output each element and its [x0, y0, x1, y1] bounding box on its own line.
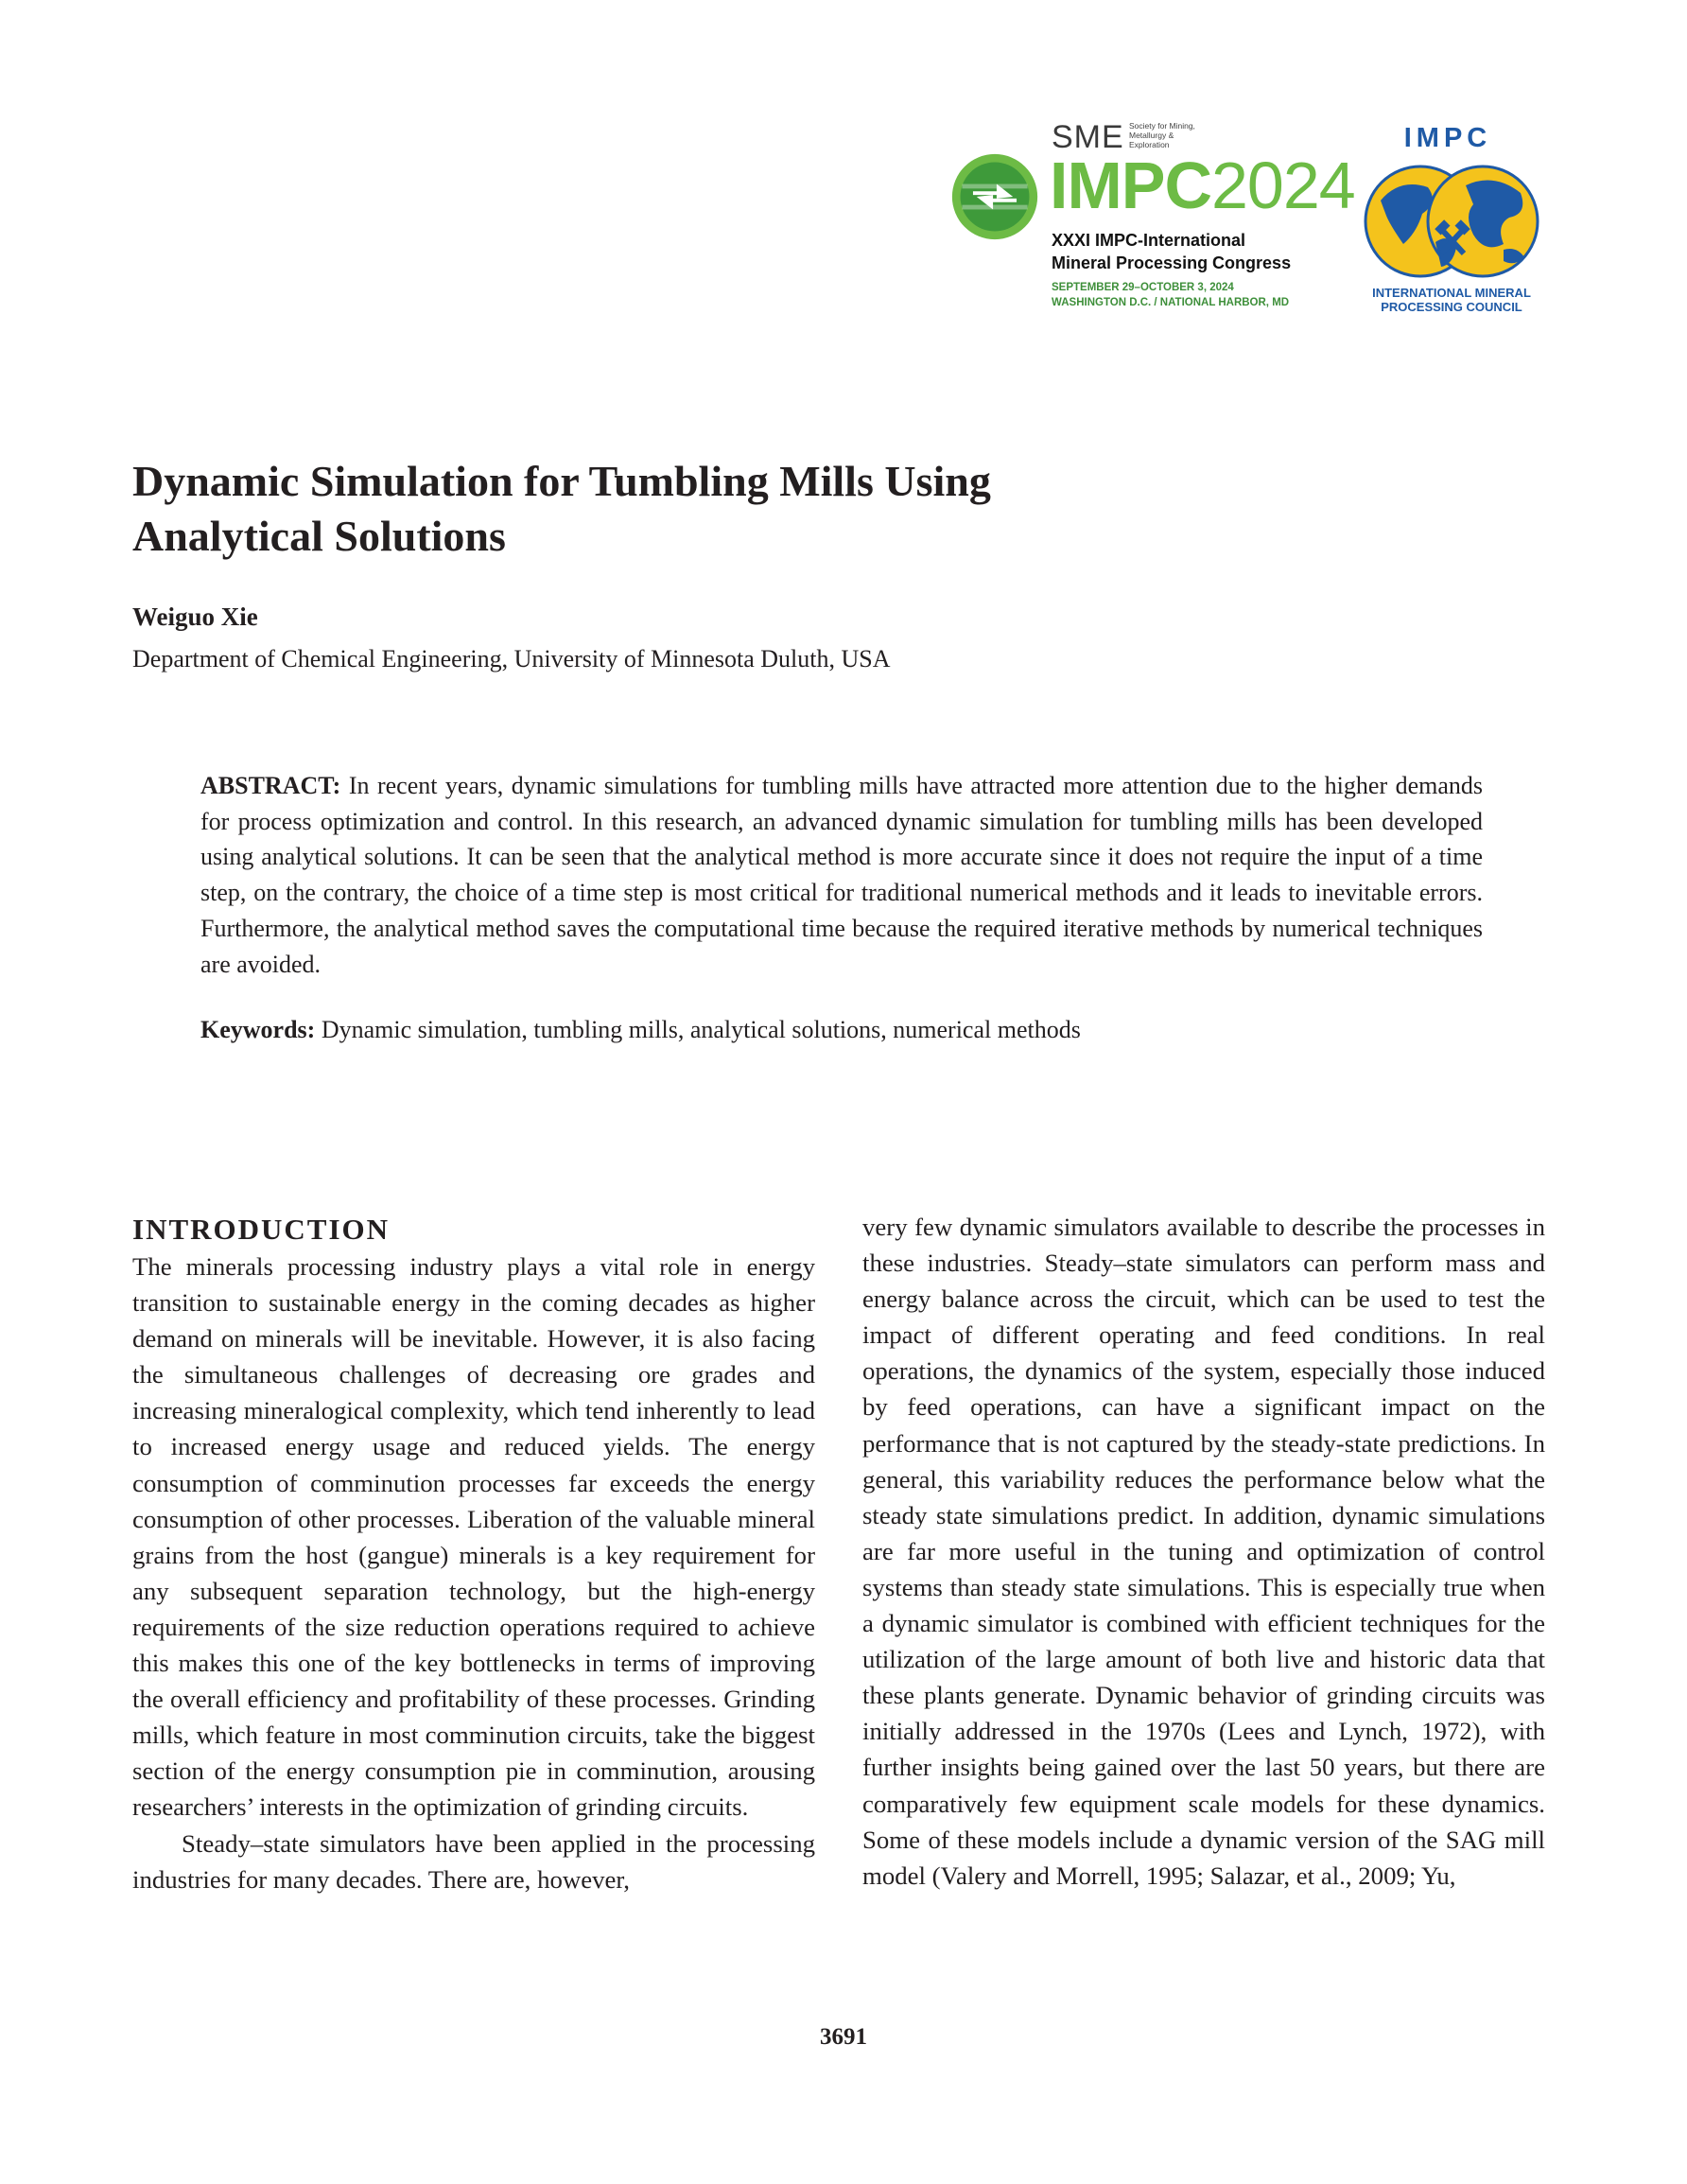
- congress-name-line1: XXXI IMPC-International: [1052, 231, 1246, 250]
- body-column-left: [132, 1209, 815, 1897]
- abstract-label: ABSTRACT:: [200, 772, 341, 799]
- congress-date-range: SEPTEMBER 29–OCTOBER 3, 2024: [1052, 282, 1234, 293]
- body-column-right: [862, 1209, 1545, 1894]
- congress-location: WASHINGTON D.C. / NATIONAL HARBOR, MD: [1052, 297, 1290, 308]
- congress-name-line2: Mineral Processing Congress: [1052, 253, 1292, 272]
- council-logo-title: IMPC: [1403, 123, 1492, 153]
- impc-wordmark-main: IMPC: [1050, 149, 1211, 222]
- intro-paragraph-2-start: Steady–state simulators have been applied in the processing industries for many decades. There are, however,: [132, 1828, 815, 1894]
- sme-tagline: Society for Mining, Metallurgy & Exploration: [1129, 121, 1195, 149]
- page-number: 3691: [820, 2024, 867, 2050]
- abstract: [200, 768, 1483, 982]
- impc-congress-emblem-icon: [949, 151, 1040, 242]
- impc-wordmark-year: 2024: [1211, 149, 1355, 222]
- abstract-text: In recent years, dynamic simulations for tumbling mills have attracted more attention due to the higher demands for process optimization and control. In this research, an advanced dynamic simulation for tumbling mills has been developed using analytical solutions. It can be seen that the analytical method is more accurate since it does not require the input of a time step, on the contrary, the choice of a time step is most critical for traditional numerical methods and it leads to inevitable errors. Furthermore, the analytical method saves the computational time because the required iterative methods by numerical techniques are avoided.: [200, 772, 1484, 978]
- intro-paragraph-1: The minerals processing industry plays a vital role in energy transition to sustainable energy in the coming decades as higher demand on minerals will be inevitable. However, it is also facing the simultaneous challenges of decreasing ore grades and increasing mineralogical complexity, which tend inherently to lead to increased energy usage and reduced yields. The energy consumption of comminution processes far exceeds the energy consumption of other processes. Liberation of the valuable mineral grains from the host (gangue) minerals is a key requirement for any subsequent separation technology, but the high-energy requirements of the size reduction operations required to achieve this makes this one of the key bottlenecks in terms of improving the overall efficiency and profitability of these processes. Grinding mills, which feature in most comminution circuits, take the biggest section of the energy consumption pie in comminution, arousing researchers’ interests in the optimization of grinding circuits.: [132, 1252, 815, 1822]
- paper-title-line1: Dynamic Simulation for Tumbling Mills Using: [132, 457, 991, 505]
- keywords-text: Dynamic simulation, tumbling mills, analytical solutions, numerical methods: [321, 1016, 1081, 1043]
- paper-title-line2: Analytical Solutions: [132, 512, 506, 560]
- council-name: [1360, 286, 1543, 314]
- sme-wordmark: SME: [1052, 119, 1124, 155]
- author-affiliation: Department of Chemical Engineering, University of Minnesota Duluth, USA: [132, 645, 891, 673]
- section-heading-introduction: INTRODUCTION: [132, 1213, 391, 1246]
- council-name-line2: PROCESSING COUNCIL: [1381, 300, 1522, 314]
- congress-dates: [1052, 280, 1289, 310]
- keywords: [200, 1012, 1483, 1048]
- congress-name: [1052, 229, 1291, 274]
- council-name-line1: INTERNATIONAL MINERAL: [1372, 286, 1531, 300]
- paper-title: [132, 454, 1267, 564]
- impc-2024-wordmark: [1050, 149, 1355, 221]
- globe-icon: [1362, 159, 1541, 282]
- author-name: Weiguo Xie: [132, 603, 258, 631]
- intro-paragraph-2-continued: very few dynamic simulators available to describe the processes in these industries. Steady–state simulators can perform mass and energy balance across the circuit, which can be used to test the impact of different operating and feed conditions. In real operations, the dynamics of the system, especially those induced by feed operations, can have a significant impact on the performance that is not captured by the steady-state predictions. In general, this variability reduces the performance below what the steady state simulations predict. In addition, dynamic simulations are far more useful in the tuning and optimization of control systems than steady state simulations. This is especially true when a dynamic simulator is combined with efficient techniques for the utilization of the large amount of both live and historic data that these plants generate. Dynamic behavior of grinding circuits was initially addressed in the 1970s (Lees and Lynch, 1972), with further insights being gained over the last 50 years, but there are comparatively few equipment scale models for these dynamics. Some of these models include a dynamic version of the SAG mill model (Valery and Morrell, 1995; Salazar, et al., 2009; Yu,: [862, 1213, 1545, 1890]
- keywords-label: Keywords:: [200, 1016, 316, 1043]
